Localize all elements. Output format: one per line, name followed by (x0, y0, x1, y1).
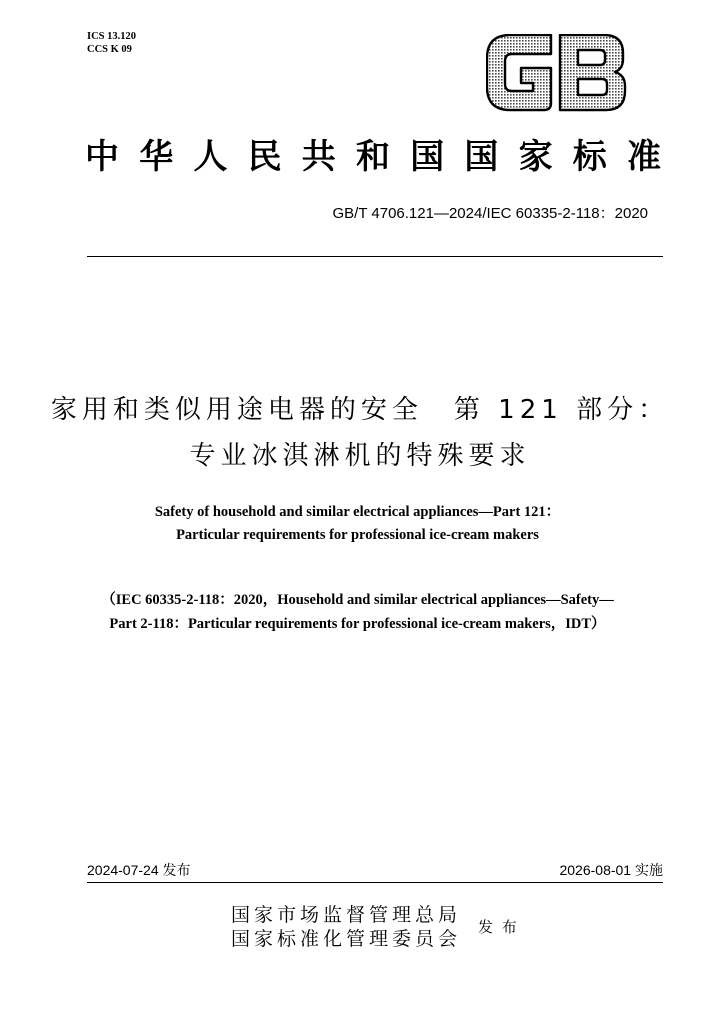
implementation-date: 2026-08-01 实施 (559, 862, 663, 878)
ics-code: ICS 13.120 (87, 31, 137, 42)
iec-reference-line-1: （IEC 60335-2-118：2020，Household and similar electrical appliances—Safety— (101, 592, 614, 608)
issue-action-label: 发 布 (478, 918, 519, 936)
issuer-samr: 国家市场监督管理总局 (231, 904, 462, 926)
chinese-title-line-2: 专业冰淇淋机的特殊要求 (189, 441, 531, 471)
bottom-divider (87, 882, 663, 883)
standard-number: GB/T 4706.121—2024/IEC 60335-2-118：2020 (332, 205, 648, 222)
english-title-line-1: Safety of household and similar electrical appliances—Part 121： (154, 504, 561, 520)
top-divider (87, 256, 663, 257)
issuer-sac: 国家标准化管理委员会 (231, 928, 462, 950)
ccs-code: CCS K 09 (87, 44, 132, 55)
english-title-line-2: Particular requirements for professional ice-cream makers (176, 527, 539, 543)
standard-category-title: 中华人民共和国国家标准 (85, 137, 682, 177)
logo-letter-b (560, 35, 625, 110)
chinese-title-line-1: 家用和类似用途电器的安全 第 121 部分： (50, 395, 670, 425)
gb-logo-icon (486, 34, 627, 112)
logo-letter-g (487, 35, 551, 110)
iec-reference-line-2: Part 2-118：Particular requirements for professional ice-cream makers，IDT） (109, 616, 606, 632)
issue-date: 2024-07-24 发布 (87, 862, 191, 878)
